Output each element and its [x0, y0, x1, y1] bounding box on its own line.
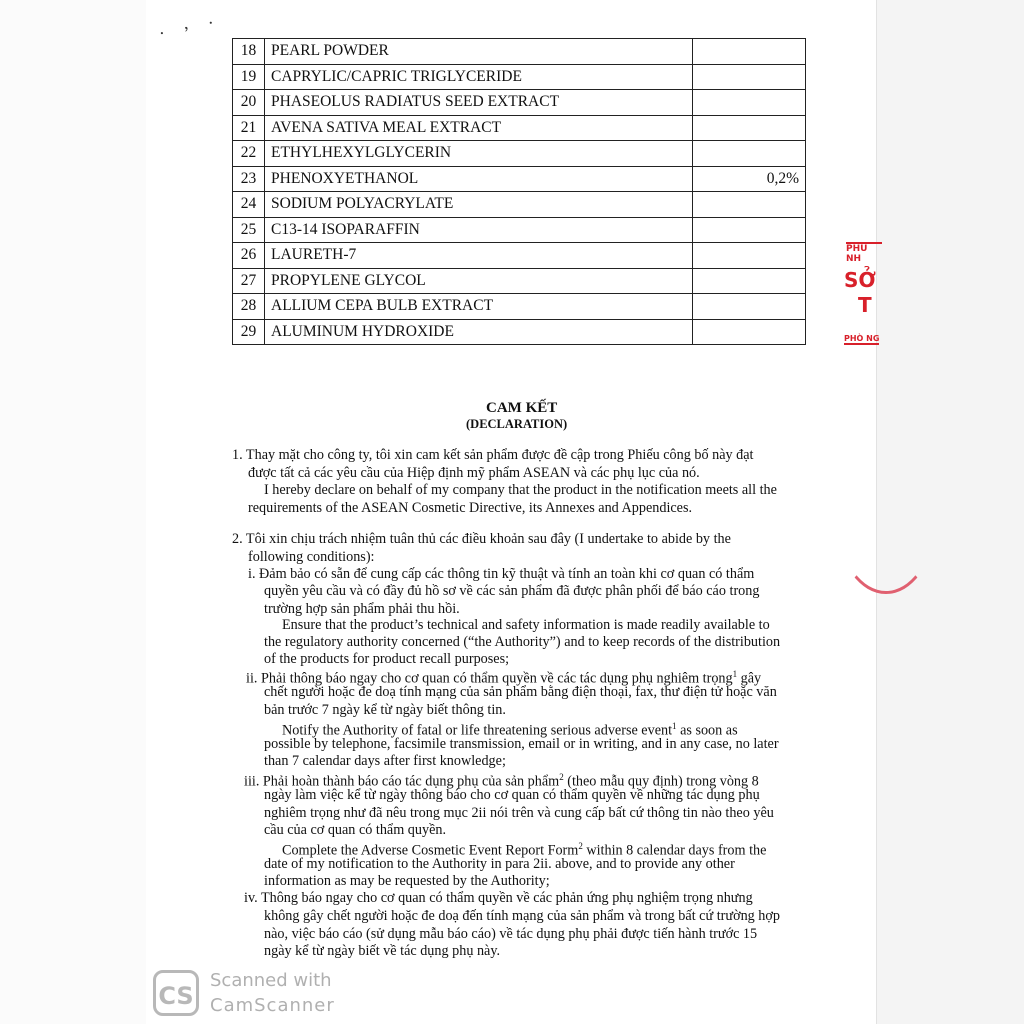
- table-row: [233, 39, 806, 65]
- table-row: [233, 319, 806, 345]
- i-en-line2: the regulatory authority concerned (“the Authority”) and to keep records of the distribution: [264, 634, 781, 650]
- ii-en-line1-text: Notify the Authority of fatal or life threatening serious adverse event: [282, 722, 673, 739]
- declaration-subtitle: (DECLARATION): [466, 417, 568, 431]
- iv-vi-line3: nào, việc báo cáo (sử dụng mẫu báo cáo) về tác dụng phụ phải được tiến hành trước 15: [264, 926, 758, 942]
- scan-specks: . , .: [156, 5, 222, 39]
- ingredient-name: SODIUM POLYACRYLATE: [265, 192, 693, 218]
- i-vi-line2: quyền yêu cầu và có đầy đủ hồ sơ về các sản phẩm đã được phân phối để báo cáo trong: [264, 583, 760, 599]
- watermark-line1: Scanned with: [210, 970, 332, 991]
- iii-vi-line4: cầu của cơ quan có thẩm quyền.: [264, 822, 447, 838]
- ii-en-line2: possible by telephone, facsimile transmission, email or in writing, and in any case, no later: [264, 736, 779, 752]
- ingredient-number: 23: [233, 166, 265, 192]
- p1-vi-line1: 1. Thay mặt cho công ty, tôi xin cam kết sản phẩm được đề cập trong Phiếu công bố này đạt: [232, 447, 754, 463]
- ingredient-percentage: [693, 319, 806, 345]
- i-vi-line3: trường hợp sản phẩm phải thu hồi.: [264, 601, 460, 617]
- table-row: [233, 115, 806, 141]
- ingredient-table: [232, 38, 806, 345]
- iii-vi-line3: nghiêm trọng như đã nêu trong mục 2ii nói trên và cung cấp bất cứ thông tin nào theo yêu: [264, 805, 774, 821]
- ingredient-number: 18: [233, 39, 265, 65]
- table-row: [233, 294, 806, 320]
- table-row: [233, 141, 806, 167]
- ingredient-percentage: [693, 294, 806, 320]
- i-en-line3: of the products for product recall purposes;: [264, 651, 510, 667]
- ingredient-name: CAPRYLIC/CAPRIC TRIGLYCERIDE: [265, 64, 693, 90]
- table-row: [233, 268, 806, 294]
- red-stamp: [842, 238, 882, 368]
- p1-en-line1: I hereby declare on behalf of my company that the product in the notification meets all the: [264, 482, 777, 498]
- i-en-line1: Ensure that the product’s technical and safety information is made readily available to: [282, 617, 770, 633]
- ii-vi-line1-text: ii. Phải thông báo ngay cho cơ quan có thẩm quyền về các tác dụng phụ nghiêm trọng: [246, 670, 733, 687]
- ii-en-line1-end: as soon as: [680, 722, 738, 739]
- table-row: [233, 243, 806, 269]
- ingredient-name: PHASEOLUS RADIATUS SEED EXTRACT: [265, 90, 693, 116]
- ingredient-number: 27: [233, 268, 265, 294]
- ingredient-number: 26: [233, 243, 265, 269]
- ingredient-name: C13-14 ISOPARAFFIN: [265, 217, 693, 243]
- p2-vi-line2: following conditions):: [248, 549, 375, 565]
- ii-vi-line1-end: gây: [740, 670, 762, 687]
- declaration-title: CAM KẾT: [486, 400, 558, 416]
- ingredient-percentage: [693, 141, 806, 167]
- table-row: [233, 217, 806, 243]
- ingredient-percentage: [693, 90, 806, 116]
- ii-en-line3: than 7 calendar days after first knowledge;: [264, 753, 506, 769]
- p1-vi-line2: được tất cả các yêu cầu của Hiệp định mỹ phẩm ASEAN và các phụ lục của nó.: [248, 465, 700, 481]
- ingredient-name: ALUMINUM HYDROXIDE: [265, 319, 693, 345]
- iii-vi-line1-end: (theo mẫu quy định) trong vòng 8: [567, 773, 759, 790]
- iv-vi-line1: iv. Thông báo ngay cho cơ quan có thẩm quyền về các phản ứng phụ nghiệm trọng nhưng: [244, 890, 753, 906]
- iii-en-line1-end: within 8 calendar days from the: [586, 842, 767, 859]
- iv-vi-line4: ngày kể từ ngày biết về tác dụng phụ này.: [264, 943, 501, 959]
- ingredient-number: 21: [233, 115, 265, 141]
- ingredient-number: 29: [233, 319, 265, 345]
- ingredient-percentage: [693, 243, 806, 269]
- ingredient-percentage: [693, 268, 806, 294]
- ingredient-percentage: [693, 192, 806, 218]
- p2-vi-line1: 2. Tôi xin chịu trách nhiệm tuân thủ các điều khoản sau đây (I undertake to abide by the: [232, 531, 731, 547]
- scan-left-margin: [0, 0, 146, 1024]
- ingredient-name: PEARL POWDER: [265, 39, 693, 65]
- ingredient-name: LAURETH-7: [265, 243, 693, 269]
- stamp-line2: SỞ: [844, 268, 876, 292]
- stamp-line1: PHÚ NH: [846, 242, 882, 264]
- footnote-ref-2: 2: [559, 772, 564, 782]
- footnote-ref-1b: 1: [672, 721, 677, 731]
- ii-vi-line2: chết người hoặc đe doạ tính mạng của sản phẩm bằng điện thoại, fax, thư điện tử hoặc văn: [264, 684, 777, 700]
- ingredient-percentage: [693, 64, 806, 90]
- table-row: [233, 64, 806, 90]
- ingredient-number: 25: [233, 217, 265, 243]
- ingredient-name: PHENOXYETHANOL: [265, 166, 693, 192]
- camscanner-logo-icon: CS: [153, 970, 199, 1016]
- ingredient-number: 28: [233, 294, 265, 320]
- ingredient-name: ETHYLHEXYLGLYCERIN: [265, 141, 693, 167]
- table-row: [233, 192, 806, 218]
- iii-en-line3: information as may be requested by the Authority;: [264, 873, 550, 889]
- i-vi-line1: i. Đảm bảo có sẵn để cung cấp các thông tin kỹ thuật và tính an toàn khi cơ quan có thẩm: [248, 566, 755, 582]
- ingredient-number: 20: [233, 90, 265, 116]
- ingredient-name: ALLIUM CEPA BULB EXTRACT: [265, 294, 693, 320]
- ingredient-percentage: [693, 217, 806, 243]
- ii-vi-line3: bản trước 7 ngày kể từ ngày biết thông tin.: [264, 702, 506, 718]
- p1-en-line2: requirements of the ASEAN Cosmetic Directive, its Annexes and Appendices.: [248, 500, 693, 516]
- watermark-line2: CamScanner: [210, 995, 335, 1016]
- ingredient-number: 19: [233, 64, 265, 90]
- iv-vi-line2: không gây chết người hoặc đe doạ đến tính mạng của sản phẩm và trong bất cứ trường hợp: [264, 908, 780, 924]
- iii-en-line2: date of my notification to the Authority in para 2ii. above, and to provide any other: [264, 856, 735, 872]
- table-row: [233, 90, 806, 116]
- ingredient-percentage: [693, 39, 806, 65]
- footnote-ref-1: 1: [732, 669, 738, 679]
- ingredient-number: 24: [233, 192, 265, 218]
- ingredient-percentage: 0,2%: [693, 166, 806, 192]
- round-seal: [838, 458, 934, 594]
- ingredient-name: PROPYLENE GLYCOL: [265, 268, 693, 294]
- stamp-line3: T: [858, 293, 872, 317]
- ingredient-percentage: [693, 115, 806, 141]
- table-row: [233, 166, 806, 192]
- ingredient-number: 22: [233, 141, 265, 167]
- ingredient-name: AVENA SATIVA MEAL EXTRACT: [265, 115, 693, 141]
- iii-vi-line2: ngày làm việc kể từ ngày thông báo cho cơ quan có thẩm quyền về những tác dụng phụ: [264, 787, 760, 803]
- stamp-line4: PHÒ NG: [844, 334, 880, 343]
- iii-vi-line1-text: iii. Phải hoàn thành báo cáo tác dụng phụ của sản phẩm: [244, 773, 560, 790]
- iii-en-line1-text: Complete the Adverse Cosmetic Event Report Form: [282, 842, 579, 859]
- footnote-ref-2b: 2: [578, 841, 583, 851]
